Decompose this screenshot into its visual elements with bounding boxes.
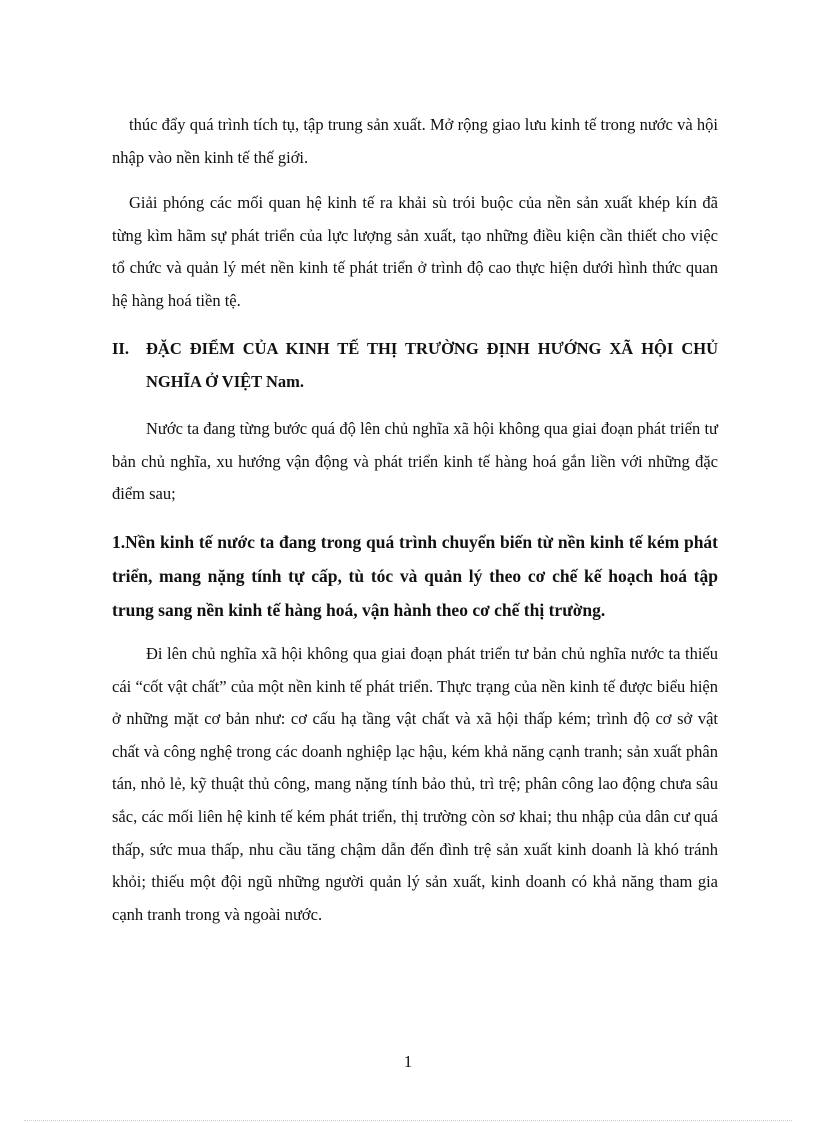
paragraph-2: Giải phóng các mối quan hệ kinh tế ra khải sù trói buộc của nền sản xuất khép kín đã từng kìm hãm sự phát triển của lực lượng sản xuất, tạo những điều kiện cần thiết cho việc tổ chức và quản lý mét nền kinh tế phát triển ở trình độ cao thực hiện dưới hình thức quan hệ hàng hoá tiền tệ. <box>112 193 718 310</box>
page-number: 1 <box>403 1052 413 1071</box>
subheading-1: 1.Nền kinh tế nước ta đang trong quá trình chuyển biến từ nền kinh tế kém phát triển, mang nặng tính tự cấp, tù tóc và quản lý theo cơ chế kế hoạch hoá tập trung sang nền kinh tế hàng hoá, vận hành theo cơ chế thị trường. <box>112 532 718 620</box>
paragraph-4: Đi lên chủ nghĩa xã hội không qua giai đoạn phát triển tư bản chủ nghĩa nước ta thiếu cái “cốt vật chất” của một nền kinh tế phát triển. Thực trạng của nền kinh tế được biểu hiện ở những mặt cơ bản như: cơ cấu hạ tầng vật chất và xã hội thấp kém; trình độ cơ sở vật chất và công nghệ trong các doanh nghiệp lạc hậu, kém khả năng cạnh tranh; sản xuất phân tán, nhỏ lẻ, kỹ thuật thủ công, mang nặng tính bảo thủ, trì trệ; phân công lao động chưa sâu sắc, các mối liên hệ kinh tế kém phát triển, thị trường còn sơ khai; thu nhập của dân cư quá thấp, sức mua thấp, nhu cầu tăng chậm dẫn đến đình trệ sản xuất kinh doanh là khó tránh khỏi; thiếu một đội ngũ những người quản lý sản xuất, kinh doanh có khả năng tham gia cạnh tranh trong và ngoài nước. <box>112 644 718 924</box>
paragraph-3: Nước ta đang từng bước quá độ lên chủ nghĩa xã hội không qua giai đoạn phát triển tư bản chủ nghĩa, xu hướng vận động và phát triển kinh tế hàng hoá gắn liền với những đặc điểm sau; <box>112 419 718 504</box>
page-bottom-divider <box>24 1120 792 1121</box>
section-heading <box>112 333 718 398</box>
paragraph-1: thúc đẩy quá trình tích tụ, tập trung sản xuất. Mở rộng giao lưu kinh tế trong nước và hội nhập vào nền kinh tế thế giới. <box>112 115 718 167</box>
section-number: II. <box>112 339 129 358</box>
section-title: ĐẶC ĐIỂM CỦA KINH TẾ THỊ TRƯỜNG ĐỊNH HƯỚNG XÃ HỘI CHỦ NGHĨA Ở VIỆT Nam. <box>146 339 718 391</box>
